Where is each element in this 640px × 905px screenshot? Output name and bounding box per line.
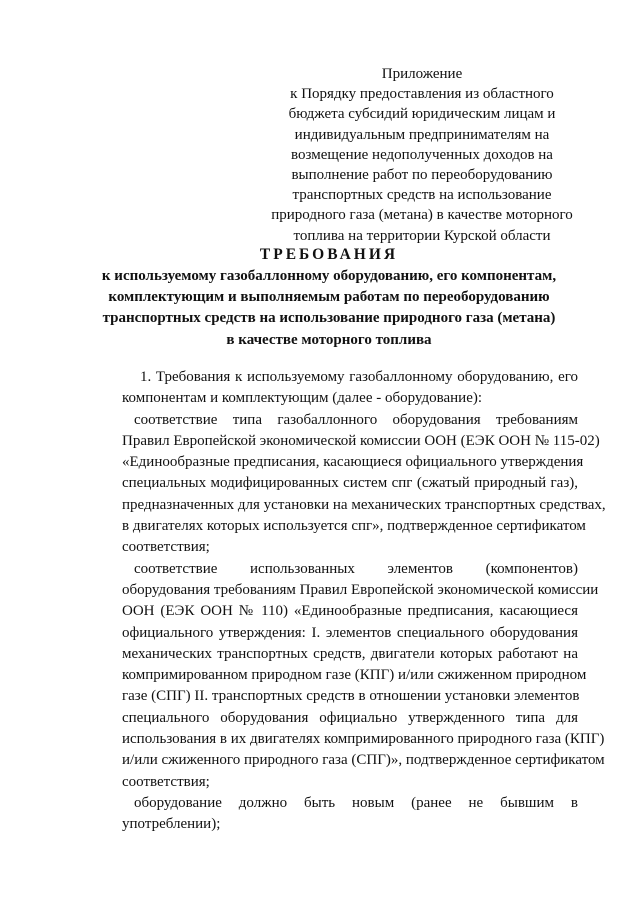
appendix-line: выполнение работ по переоборудованию: [291, 167, 553, 184]
body-line: в двигателях которых используется спг», подтвержденное сертификатом: [122, 518, 586, 535]
body-line: оборудование должно быть новым (ранее не бывшим в: [134, 794, 578, 811]
body-line: компримированном природном газе (КПГ) и/или сжиженном природном: [122, 667, 587, 684]
body-line: и/или сжиженного природного газа (СПГ)», подтвержденное сертификатом: [122, 752, 605, 769]
body-line: соответствие типа газобаллонного оборудования требованиям: [134, 411, 578, 428]
body-line: 1. Требования к используемому газобаллонному оборудованию, его: [140, 369, 578, 385]
document-body: [122, 367, 606, 836]
appendix-line: топлива на территории Курской области: [293, 227, 551, 244]
body-line: соответствие использованных элементов (компонентов): [134, 560, 578, 577]
subtitle-line: комплектующим и выполняемым работам по переоборудованию: [108, 289, 550, 306]
body-line: ООН (ЕЭК ООН № 110) «Единообразные предписания, касающиеся: [122, 603, 578, 620]
appendix-line: бюджета субсидий юридическим лицам и: [288, 106, 556, 123]
appendix-line: транспортных средств на использование: [292, 187, 552, 204]
page-title: ТРЕБОВАНИЯ: [259, 246, 399, 263]
appendix-label: Приложение: [381, 66, 463, 82]
body-line: соответствия;: [122, 539, 210, 556]
appendix-line: индивидуальным предпринимателям на: [294, 126, 550, 143]
body-line: использования в их двигателях компримированного природного газа (КПГ): [122, 731, 605, 748]
body-line: официального утверждения: I. элементов специального оборудования: [122, 624, 578, 641]
document-title: [84, 244, 574, 351]
body-line: механических транспортных средств, двигатели которых работают на: [122, 645, 578, 662]
body-line: специального оборудования официально утвержденного типа для: [122, 709, 578, 726]
subtitle-line: к используемому газобаллонному оборудованию, его компонентам,: [101, 268, 557, 284]
body-line: «Единообразные предписания, касающиеся официального утверждения: [122, 454, 584, 471]
body-line: предназначенных для установки на механических транспортных средствах,: [122, 496, 606, 513]
body-line: газе (СПГ) II. транспортных средств в отношении установки элементов: [122, 688, 580, 705]
appendix-line: возмещение недополученных доходов на: [291, 146, 553, 163]
subtitle-line: в качестве моторного топлива: [226, 331, 432, 348]
appendix-line: природного газа (метана) в качестве моторного: [271, 207, 573, 224]
appendix-line: к Порядку предоставления из областного: [290, 86, 554, 103]
body-line: компонентам и комплектующим (далее - оборудование):: [122, 390, 483, 407]
body-line: специальных модифицированных систем спг (сжатый природный газ),: [122, 475, 578, 492]
body-line: употреблении);: [122, 816, 221, 833]
appendix-header: [262, 64, 582, 246]
body-line: Правил Европейской экономической комиссии ООН (ЕЭК ООН № 115-02): [122, 432, 600, 449]
subtitle-line: транспортных средств на использование природного газа (метана): [102, 310, 556, 327]
body-line: соответствия;: [122, 773, 210, 790]
body-line: оборудования требованиям Правил Европейской экономической комиссии: [122, 581, 599, 598]
